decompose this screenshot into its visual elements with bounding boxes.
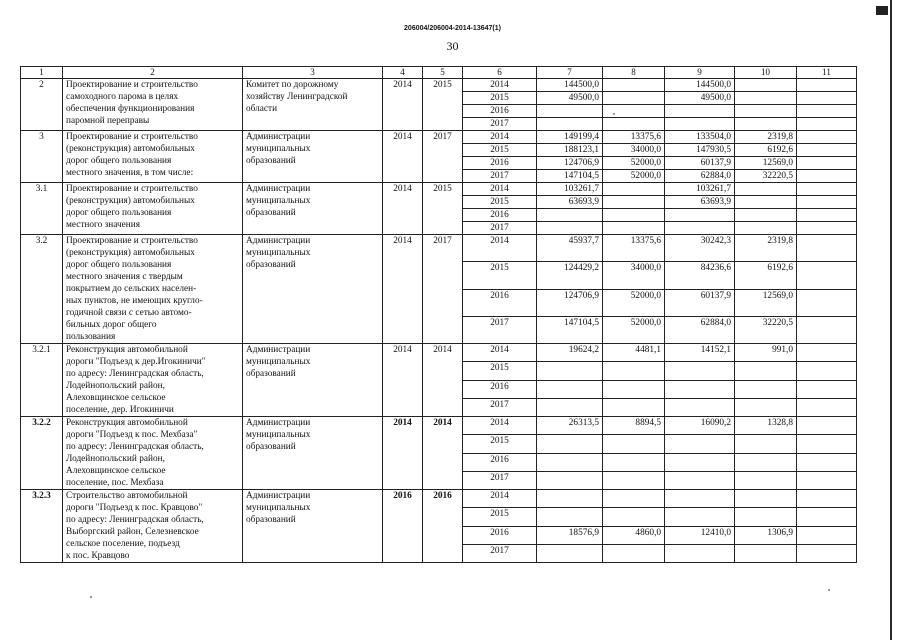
end-year — [423, 79, 463, 131]
local-amount: 6192,6 — [735, 262, 797, 289]
local-amount — [735, 398, 797, 416]
column-number-4: 4 — [383, 67, 423, 79]
local-amount — [735, 362, 797, 380]
regional-amount: 133504,0 — [665, 131, 735, 144]
regional-amount: 60137,9 — [665, 157, 735, 170]
other-amount — [797, 471, 857, 489]
column-number-6: 6 — [463, 67, 537, 79]
other-amount — [797, 262, 857, 289]
regional-amount — [665, 508, 735, 526]
regional-amount — [665, 105, 735, 118]
item-number — [21, 490, 63, 563]
local-amount — [735, 471, 797, 489]
document-id: 206004/206004-2014-13647(1) — [404, 25, 501, 32]
item-number — [21, 417, 63, 490]
start-year-text: 2016 — [393, 491, 412, 501]
year-cell: 2017 — [463, 170, 537, 183]
other-amount — [797, 183, 857, 196]
federal-amount: 52000,0 — [603, 316, 665, 343]
year-cell: 2016 — [463, 526, 537, 544]
federal-amount: 34000,0 — [603, 144, 665, 157]
local-amount — [735, 453, 797, 471]
total-amount: 19624,2 — [537, 344, 603, 362]
responsible-org-text: Администрации муниципальных образований — [246, 236, 311, 270]
end-year — [423, 344, 463, 417]
table-row — [21, 131, 857, 144]
federal-amount — [603, 508, 665, 526]
total-amount — [537, 105, 603, 118]
regional-amount: 62884,0 — [665, 316, 735, 343]
year-cell: 2014 — [463, 235, 537, 262]
year-cell: 2015 — [463, 508, 537, 526]
local-amount — [735, 183, 797, 196]
federal-amount: 34000,0 — [603, 262, 665, 289]
local-amount: 32220,5 — [735, 316, 797, 343]
other-amount — [797, 196, 857, 209]
regional-amount — [665, 490, 735, 508]
other-amount — [797, 435, 857, 453]
responsible-org-text: Администрации муниципальных образований — [246, 132, 311, 166]
other-amount — [797, 170, 857, 183]
table-row — [21, 490, 857, 508]
year-cell: 2014 — [463, 79, 537, 92]
regional-amount — [665, 435, 735, 453]
regional-amount: 147930,5 — [665, 144, 735, 157]
federal-amount — [603, 118, 665, 131]
total-amount: 103261,7 — [537, 183, 603, 196]
responsible-org — [243, 344, 383, 417]
local-amount — [735, 544, 797, 562]
federal-amount: 13375,6 — [603, 131, 665, 144]
end-year-text: 2017 — [433, 132, 452, 142]
federal-amount — [603, 453, 665, 471]
responsible-org-text: Администрации муниципальных образований — [246, 491, 311, 525]
item-number — [21, 79, 63, 131]
regional-amount — [665, 398, 735, 416]
item-name-text: Проектирование и строительство (реконструкция) автомобильных дорог общего пользования местного значения, в том числе: — [66, 132, 198, 178]
table-row — [21, 79, 857, 92]
regional-amount: 103261,7 — [665, 183, 735, 196]
start-year-text: 2014 — [393, 418, 412, 428]
year-cell: 2015 — [463, 144, 537, 157]
item-name-text: Проектирование и строительство (реконструкция) автомобильных дорог общего пользования местного значения — [66, 184, 198, 230]
regional-amount: 49500,0 — [665, 92, 735, 105]
other-amount — [797, 222, 857, 235]
federal-amount: 52000,0 — [603, 157, 665, 170]
responsible-org-text: Администрации муниципальных образований — [246, 418, 311, 452]
federal-amount — [603, 544, 665, 562]
other-amount — [797, 398, 857, 416]
local-amount — [735, 222, 797, 235]
total-amount — [537, 209, 603, 222]
federal-amount — [603, 209, 665, 222]
start-year — [383, 417, 423, 490]
start-year-text: 2014 — [393, 132, 412, 142]
other-amount — [797, 131, 857, 144]
local-amount — [735, 209, 797, 222]
other-amount — [797, 289, 857, 316]
table-row — [21, 235, 857, 262]
end-year-text: 2015 — [433, 184, 452, 194]
end-year-text: 2014 — [433, 345, 452, 355]
other-amount — [797, 92, 857, 105]
start-year — [383, 183, 423, 235]
column-number-row — [21, 67, 857, 79]
year-cell: 2014 — [463, 490, 537, 508]
total-amount — [537, 222, 603, 235]
table-row — [21, 417, 857, 435]
item-number-text: 3.2.3 — [32, 491, 51, 501]
item-number-text: 3 — [39, 132, 44, 142]
column-number-3: 3 — [243, 67, 383, 79]
other-amount — [797, 144, 857, 157]
total-amount: 18576,9 — [537, 526, 603, 544]
other-amount — [797, 417, 857, 435]
federal-amount — [603, 490, 665, 508]
other-amount — [797, 209, 857, 222]
local-amount — [735, 79, 797, 92]
table-row — [21, 344, 857, 362]
table-row — [21, 183, 857, 196]
year-cell: 2015 — [463, 435, 537, 453]
column-number-2: 2 — [63, 67, 243, 79]
regional-amount: 16090,2 — [665, 417, 735, 435]
page-number: 30 — [446, 39, 459, 53]
responsible-org-text: Администрации муниципальных образований — [246, 184, 311, 218]
regional-amount: 60137,9 — [665, 289, 735, 316]
responsible-org — [243, 79, 383, 131]
federal-amount — [603, 398, 665, 416]
item-name — [63, 344, 243, 417]
end-year — [423, 183, 463, 235]
scan-mark — [876, 6, 888, 15]
year-cell: 2016 — [463, 105, 537, 118]
item-number-text: 2 — [39, 80, 44, 90]
year-cell: 2016 — [463, 453, 537, 471]
end-year — [423, 235, 463, 344]
regional-amount: 84236,6 — [665, 262, 735, 289]
local-amount — [735, 105, 797, 118]
scan-speck — [613, 113, 615, 115]
local-amount: 1328,8 — [735, 417, 797, 435]
item-number — [21, 183, 63, 235]
year-cell: 2017 — [463, 471, 537, 489]
other-amount — [797, 544, 857, 562]
total-amount — [537, 508, 603, 526]
local-amount: 12569,0 — [735, 157, 797, 170]
federal-amount: 13375,6 — [603, 235, 665, 262]
federal-amount — [603, 183, 665, 196]
total-amount — [537, 398, 603, 416]
end-year-text: 2015 — [433, 80, 452, 90]
total-amount — [537, 490, 603, 508]
total-amount: 124706,9 — [537, 157, 603, 170]
year-cell: 2015 — [463, 196, 537, 209]
end-year — [423, 490, 463, 563]
total-amount: 49500,0 — [537, 92, 603, 105]
other-amount — [797, 526, 857, 544]
local-amount — [735, 490, 797, 508]
regional-amount: 144500,0 — [665, 79, 735, 92]
federal-amount: 4481,1 — [603, 344, 665, 362]
other-amount — [797, 362, 857, 380]
other-amount — [797, 316, 857, 343]
regional-amount: 14152,1 — [665, 344, 735, 362]
total-amount: 144500,0 — [537, 79, 603, 92]
other-amount — [797, 380, 857, 398]
federal-amount — [603, 105, 665, 118]
end-year — [423, 131, 463, 183]
year-cell: 2015 — [463, 92, 537, 105]
regional-amount — [665, 209, 735, 222]
item-number-text: 3.2.1 — [32, 345, 51, 355]
year-cell: 2017 — [463, 118, 537, 131]
column-number-7: 7 — [537, 67, 603, 79]
total-amount: 188123,1 — [537, 144, 603, 157]
scan-speck — [90, 596, 92, 598]
item-number-text: 3.1 — [35, 184, 48, 194]
total-amount: 124706,9 — [537, 289, 603, 316]
column-number-8: 8 — [603, 67, 665, 79]
other-amount — [797, 490, 857, 508]
local-amount: 1306,9 — [735, 526, 797, 544]
other-amount — [797, 344, 857, 362]
other-amount — [797, 157, 857, 170]
column-number-5: 5 — [423, 67, 463, 79]
responsible-org-text: Комитет по дорожному хозяйству Ленинградской области — [246, 80, 348, 114]
federal-amount: 4860,0 — [603, 526, 665, 544]
item-number-text: 3.2.2 — [32, 418, 51, 428]
federal-amount — [603, 92, 665, 105]
regional-amount — [665, 222, 735, 235]
end-year-text: 2017 — [433, 236, 452, 246]
federal-amount — [603, 471, 665, 489]
year-cell: 2015 — [463, 262, 537, 289]
regional-amount — [665, 362, 735, 380]
column-number-10: 10 — [735, 67, 797, 79]
total-amount — [537, 435, 603, 453]
local-amount: 2319,8 — [735, 131, 797, 144]
federal-amount — [603, 435, 665, 453]
regional-amount — [665, 118, 735, 131]
total-amount: 147104,5 — [537, 170, 603, 183]
regional-amount: 30242,3 — [665, 235, 735, 262]
item-name — [63, 490, 243, 563]
total-amount: 63693,9 — [537, 196, 603, 209]
local-amount — [735, 92, 797, 105]
local-amount: 12569,0 — [735, 289, 797, 316]
federal-amount — [603, 79, 665, 92]
total-amount — [537, 362, 603, 380]
item-name — [63, 79, 243, 131]
local-amount: 2319,8 — [735, 235, 797, 262]
start-year-text: 2014 — [393, 345, 412, 355]
federal-amount: 52000,0 — [603, 170, 665, 183]
year-cell: 2016 — [463, 209, 537, 222]
federal-amount — [603, 196, 665, 209]
year-cell: 2014 — [463, 131, 537, 144]
start-year-text: 2014 — [393, 184, 412, 194]
scan-speck — [828, 589, 830, 591]
year-cell: 2014 — [463, 417, 537, 435]
start-year-text: 2014 — [393, 80, 412, 90]
total-amount: 149199,4 — [537, 131, 603, 144]
end-year — [423, 417, 463, 490]
year-cell: 2016 — [463, 157, 537, 170]
item-name — [63, 235, 243, 344]
responsible-org — [243, 490, 383, 563]
item-number — [21, 131, 63, 183]
total-amount: 26313,5 — [537, 417, 603, 435]
year-cell: 2016 — [463, 289, 537, 316]
regional-amount: 62884,0 — [665, 170, 735, 183]
end-year-text: 2014 — [433, 418, 452, 428]
year-cell: 2017 — [463, 544, 537, 562]
item-number — [21, 235, 63, 344]
responsible-org — [243, 235, 383, 344]
start-year — [383, 235, 423, 344]
year-cell: 2016 — [463, 380, 537, 398]
responsible-org-text: Администрации муниципальных образований — [246, 345, 311, 379]
scan-edge-line — [890, 0, 892, 640]
item-name — [63, 417, 243, 490]
regional-amount — [665, 544, 735, 562]
local-amount — [735, 118, 797, 131]
total-amount — [537, 118, 603, 131]
start-year — [383, 490, 423, 563]
federal-amount — [603, 222, 665, 235]
local-amount: 32220,5 — [735, 170, 797, 183]
column-number-9: 9 — [665, 67, 735, 79]
total-amount: 147104,5 — [537, 316, 603, 343]
local-amount — [735, 380, 797, 398]
total-amount — [537, 453, 603, 471]
responsible-org — [243, 183, 383, 235]
other-amount — [797, 508, 857, 526]
start-year — [383, 344, 423, 417]
program-table — [20, 66, 857, 563]
year-cell: 2017 — [463, 316, 537, 343]
local-amount — [735, 508, 797, 526]
year-cell: 2014 — [463, 183, 537, 196]
local-amount — [735, 196, 797, 209]
local-amount: 991,0 — [735, 344, 797, 362]
item-number — [21, 344, 63, 417]
year-cell: 2014 — [463, 344, 537, 362]
other-amount — [797, 235, 857, 262]
column-number-11: 11 — [797, 67, 857, 79]
other-amount — [797, 79, 857, 92]
item-name-text: Строительство автомобильной дороги "Подъезд к пос. Кравцово" по адресу: Ленинградская область, Выборгский район, Селезневское сельское поселение, подъезд к пос. Кравцово — [66, 491, 204, 561]
start-year — [383, 131, 423, 183]
item-number-text: 3.2 — [35, 236, 48, 246]
total-amount — [537, 380, 603, 398]
item-name-text: Проектирование и строительство самоходного парома в целях обеспечения функционирования паромной переправы — [66, 80, 198, 126]
start-year — [383, 79, 423, 131]
total-amount — [537, 471, 603, 489]
column-number-1: 1 — [21, 67, 63, 79]
item-name — [63, 131, 243, 183]
other-amount — [797, 118, 857, 131]
total-amount: 45937,7 — [537, 235, 603, 262]
local-amount: 6192,6 — [735, 144, 797, 157]
end-year-text: 2016 — [433, 491, 452, 501]
item-name-text: Реконструкция автомобильной дороги "Подъезд к пос. Мехбаза" по адресу: Ленинградская область, Лодейнопольский район, Алеховщинское сельское поселение, пос. Мехбаза — [66, 418, 204, 488]
item-name — [63, 183, 243, 235]
other-amount — [797, 105, 857, 118]
federal-amount — [603, 380, 665, 398]
total-amount: 124429,2 — [537, 262, 603, 289]
total-amount — [537, 544, 603, 562]
federal-amount: 8894,5 — [603, 417, 665, 435]
year-cell: 2015 — [463, 362, 537, 380]
year-cell: 2017 — [463, 222, 537, 235]
responsible-org — [243, 417, 383, 490]
regional-amount — [665, 453, 735, 471]
local-amount — [735, 435, 797, 453]
other-amount — [797, 453, 857, 471]
regional-amount — [665, 471, 735, 489]
year-cell: 2017 — [463, 398, 537, 416]
regional-amount: 63693,9 — [665, 196, 735, 209]
regional-amount: 12410,0 — [665, 526, 735, 544]
item-name-text: Реконструкция автомобильной дороги "Подъезд к дер.Игокиничи" по адресу: Ленинградская область, Лодейнопольский район, Алеховщинское сельское поселение, дер. Игокиничи — [66, 345, 206, 415]
regional-amount — [665, 380, 735, 398]
start-year-text: 2014 — [393, 236, 412, 246]
federal-amount: 52000,0 — [603, 289, 665, 316]
federal-amount — [603, 362, 665, 380]
item-name-text: Проектирование и строительство (реконструкция) автомобильных дорог общего пользования местного значения с твердым покрытием до сельских населен- ных пунктов, не имеющих кругло- годичной связи с сетью автомо- бильных дорог общего пользования — [66, 236, 203, 342]
responsible-org — [243, 131, 383, 183]
